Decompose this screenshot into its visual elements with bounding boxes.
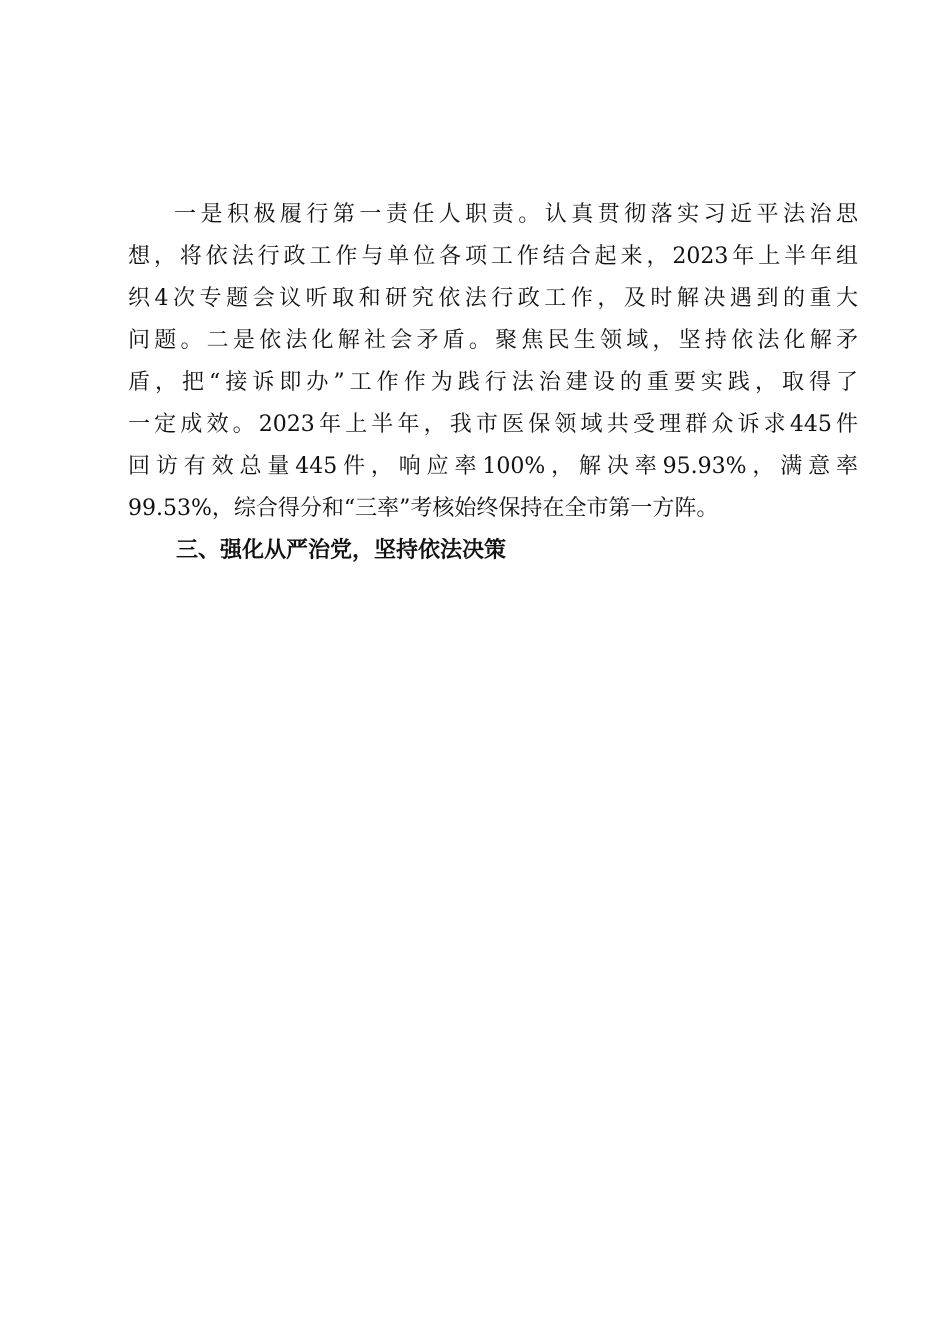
paragraph-line-6: 一定成效。2023年上半年，我市医保领域共受理群众诉求445件 xyxy=(128,412,858,437)
paragraph-line-3: 织4次专题会议听取和研究依法行政工作，及时解决遇到的重大 xyxy=(128,286,858,311)
paragraph-line-4: 问题。二是依法化解社会矛盾。聚焦民生领域，坚持依法化解矛 xyxy=(128,328,858,353)
paragraph-line-7: 回访有效总量445件，响应率100%，解决率95.93%，满意率 xyxy=(128,454,858,479)
paragraph-line-1: 一是积极履行第一责任人职责。认真贯彻落实习近平法治思 xyxy=(174,202,858,227)
paragraph-line-8: 99.53%，综合得分和“三率”考核始终保持在全市第一方阵。 xyxy=(128,496,719,521)
body-paragraph xyxy=(128,194,858,530)
paragraph-line-2: 想，将依法行政工作与单位各项工作结合起来，2023年上半年组 xyxy=(128,244,858,269)
section-heading: 三、强化从严治党，坚持依法决策 xyxy=(176,538,507,563)
paragraph-line-5: 盾，把“接诉即办”工作作为践行法治建设的重要实践，取得了 xyxy=(128,370,858,395)
